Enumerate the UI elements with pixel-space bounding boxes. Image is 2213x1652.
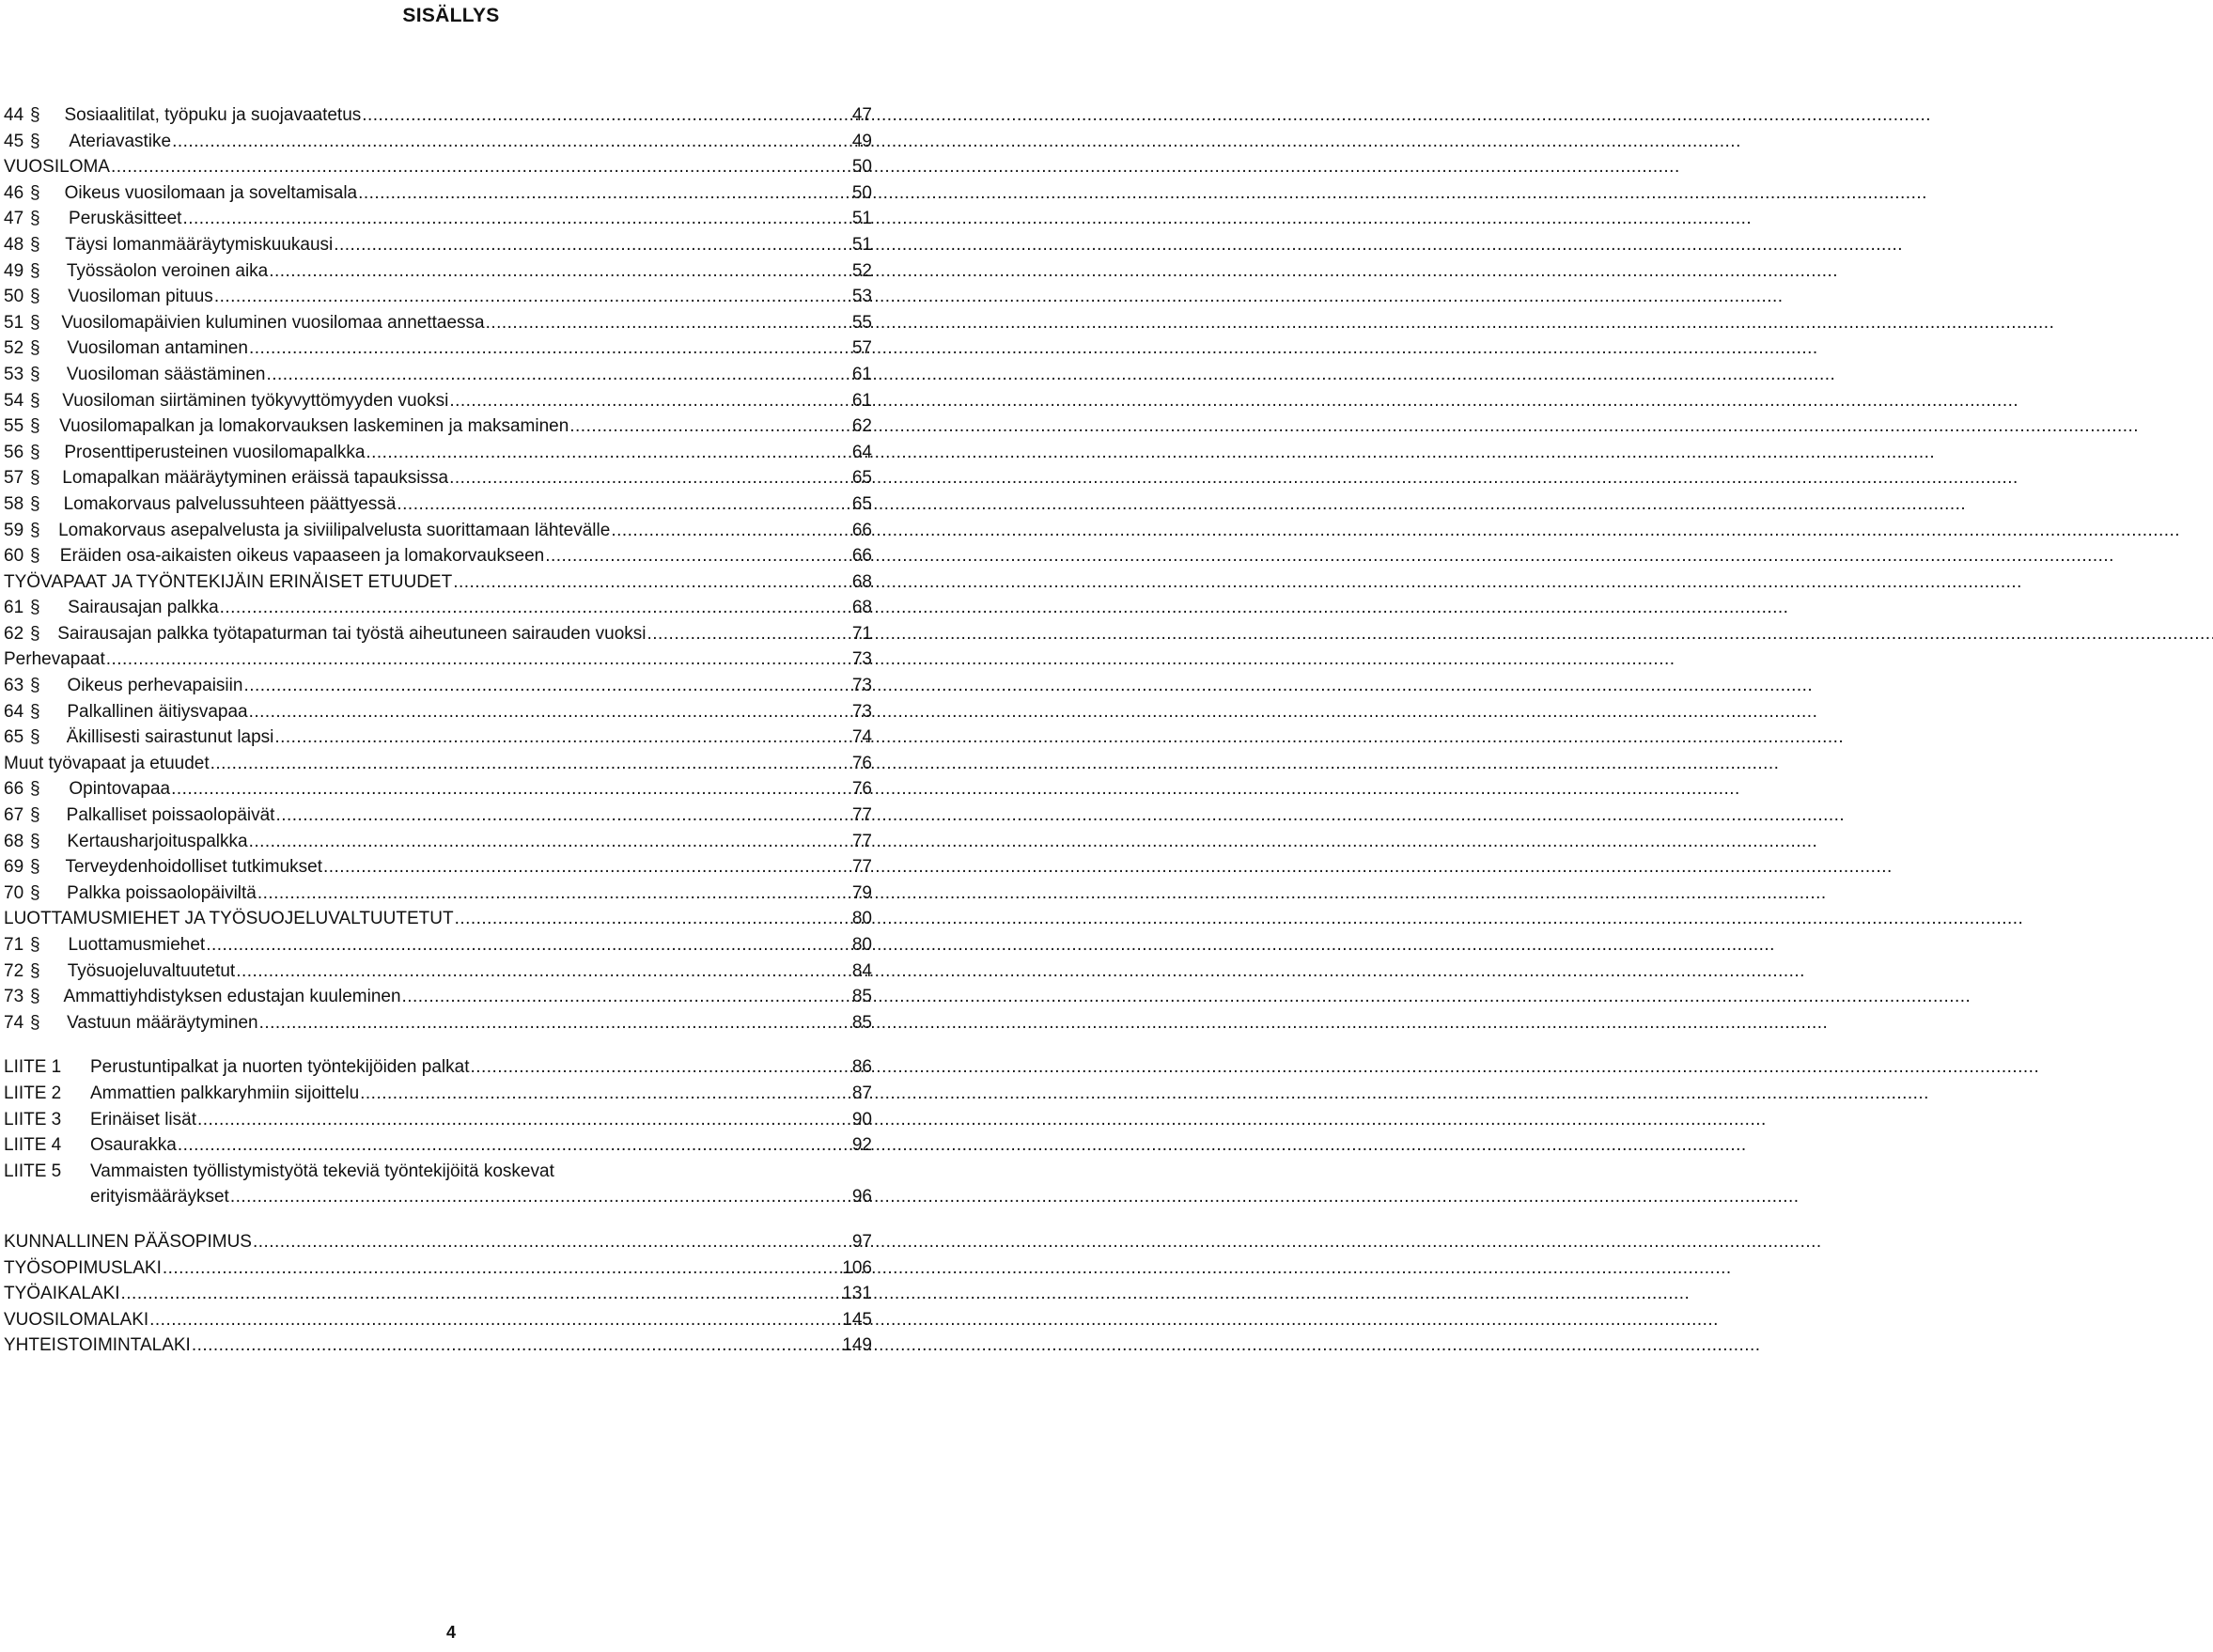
toc-page-number: 73	[851, 649, 872, 670]
dot-leader	[545, 543, 850, 569]
section-number: 53	[4, 364, 24, 384]
section-sign-icon: §	[30, 779, 40, 800]
toc-entry-row	[4, 803, 872, 829]
section-number: 66	[4, 779, 24, 800]
toc-entry-row	[4, 854, 872, 881]
toc-entry-row	[4, 102, 872, 129]
toc-section-number	[4, 518, 53, 544]
toc-page-number: 92	[851, 1135, 872, 1156]
toc-page-number: 77	[851, 805, 872, 826]
toc-appendix-row	[4, 1054, 872, 1081]
toc-entry-title: Työssäolon veroinen aika	[66, 260, 269, 281]
toc-entry-title: Palkka poissaolopäiviltä	[67, 882, 257, 903]
section-number: 72	[4, 960, 24, 981]
section-sign-icon: §	[30, 935, 40, 955]
toc-law-row	[4, 1255, 872, 1282]
toc-heading-row	[4, 569, 872, 596]
toc-entry-title-continuation: erityismääräykset	[90, 1187, 229, 1208]
toc-page-number: 62	[851, 416, 872, 437]
section-number: 73	[4, 987, 24, 1007]
section-number: 56	[4, 442, 24, 462]
section-number: 68	[4, 831, 24, 851]
toc-law-row	[4, 1307, 872, 1333]
dot-leader	[362, 102, 850, 129]
toc-entry-title: Palkalliset poissaolopäivät	[66, 805, 275, 826]
toc-page-number: 97	[851, 1231, 872, 1252]
section-number: 49	[4, 260, 24, 281]
section-sign-icon: §	[30, 209, 40, 229]
section-sign-icon: §	[30, 105, 40, 125]
toc-page-number: 106	[842, 1257, 872, 1278]
toc-law-title: VUOSILOMALAKI	[4, 1309, 149, 1330]
dot-leader	[253, 1229, 850, 1255]
dot-leader	[334, 232, 850, 258]
section-sign-icon: §	[30, 260, 40, 281]
toc-entry-row	[4, 362, 872, 388]
toc-heading-row	[4, 154, 872, 180]
section-number: 69	[4, 857, 24, 878]
dot-leader	[470, 1054, 850, 1081]
dot-leader	[249, 699, 850, 725]
toc-entry-title: Lomapalkan määräytyminen eräissä tapauksissa	[62, 468, 449, 489]
toc-entry-row	[4, 284, 872, 310]
toc-section-number	[4, 129, 53, 155]
section-sign-icon: §	[30, 287, 40, 307]
dot-leader	[267, 362, 850, 388]
toc-entry-title: Prosenttiperusteinen vuosilomapalkka	[64, 442, 366, 462]
appendix-label: LIITE 2	[4, 1083, 62, 1103]
toc-entry-title: Terveydenhoidolliset tutkimukset	[65, 857, 322, 878]
section-sign-icon: §	[30, 468, 40, 489]
dot-leader	[236, 958, 850, 985]
toc-page-number: 57	[851, 338, 872, 359]
section-number: 63	[4, 676, 24, 696]
toc-entry-title: Luottamusmiehet	[68, 935, 206, 955]
dot-leader	[274, 725, 850, 751]
toc-entry-row	[4, 388, 872, 414]
section-number: 67	[4, 805, 24, 826]
toc-section-number	[4, 958, 53, 985]
dot-leader	[402, 984, 850, 1010]
dot-leader	[455, 906, 850, 932]
toc-entry-row	[4, 206, 872, 232]
dot-leader	[121, 1281, 842, 1307]
dot-leader	[449, 388, 850, 414]
toc-law-title: KUNNALLINEN PÄÄSOPIMUS	[4, 1231, 252, 1252]
toc-law-row	[4, 1281, 872, 1307]
toc-heading-title: TYÖVAPAAT JA TYÖNTEKIJÄIN ERINÄISET ETUUDET	[4, 571, 453, 592]
toc-heading-title: Perhevapaat	[4, 649, 105, 670]
toc-entry-title: Ateriavastike	[69, 131, 172, 151]
toc-law-row	[4, 1333, 872, 1359]
toc-entry-row	[4, 232, 872, 258]
section-number: 65	[4, 727, 24, 748]
section-sign-icon: §	[30, 727, 40, 748]
toc-section-number	[4, 362, 53, 388]
appendix-label: LIITE 5	[4, 1161, 62, 1181]
section-sign-icon: §	[30, 338, 40, 359]
toc-section-number	[4, 725, 53, 751]
dot-leader	[149, 1307, 841, 1333]
toc-entry-row	[4, 881, 872, 907]
toc-page-number: 77	[851, 831, 872, 851]
dot-leader	[275, 803, 850, 829]
toc-entry-title: Työsuojeluvaltuutetut	[67, 960, 236, 981]
dot-leader	[360, 1081, 850, 1107]
toc-entry-row	[4, 595, 872, 621]
toc-law-title: TYÖSOPIMUSLAKI	[4, 1257, 162, 1278]
dot-leader	[171, 776, 850, 803]
section-gap	[4, 1210, 872, 1229]
toc-page-number: 77	[851, 857, 872, 878]
toc-page-number: 76	[851, 753, 872, 773]
toc-page-number: 51	[851, 234, 872, 255]
toc-page-number: 149	[842, 1335, 872, 1356]
toc-entry-title: Vastuun määräytyminen	[67, 1012, 258, 1033]
toc-page-number: 85	[851, 1012, 872, 1033]
toc-entry-row	[4, 932, 872, 958]
toc-page-number: 80	[851, 935, 872, 955]
toc-page-number: 131	[842, 1284, 872, 1304]
section-sign-icon: §	[30, 416, 40, 437]
toc-heading-row	[4, 751, 872, 777]
toc-page-number: 51	[851, 209, 872, 229]
toc-page-number: 76	[851, 779, 872, 800]
toc-entry-row	[4, 310, 872, 336]
toc-entry-title: Vammaisten työllistymistyötä tekeviä työntekijöitä koskevat	[90, 1161, 554, 1181]
toc-page-number: 71	[851, 623, 872, 644]
section-number: 61	[4, 598, 24, 618]
toc-page-number: 65	[851, 493, 872, 514]
toc-page-number: 55	[851, 312, 872, 333]
toc-appendix-row	[4, 1107, 872, 1133]
toc-section-number	[4, 465, 53, 491]
page-title: SISÄLLYS	[402, 5, 500, 26]
section-number: 62	[4, 623, 24, 644]
toc-entry-row	[4, 180, 872, 207]
section-sign-icon: §	[30, 493, 40, 514]
dot-leader	[230, 1184, 850, 1210]
toc-entry-row	[4, 413, 872, 440]
section-sign-icon: §	[30, 960, 40, 981]
toc-entry-title: Peruskäsitteet	[69, 209, 182, 229]
toc-entry-row	[4, 543, 872, 569]
toc-entry-row	[4, 518, 872, 544]
dot-leader	[197, 1107, 850, 1133]
toc-section-number	[4, 491, 53, 518]
toc-appendix-continuation-row	[4, 1184, 872, 1210]
toc-section-number	[4, 102, 53, 129]
toc-page-number: 66	[851, 546, 872, 567]
dot-leader	[486, 310, 850, 336]
section-number: 44	[4, 105, 24, 125]
toc-section-number	[4, 803, 53, 829]
dot-leader	[111, 154, 850, 180]
toc-appendix-row	[4, 1081, 872, 1107]
toc-page-number: 61	[851, 364, 872, 384]
section-sign-icon: §	[30, 831, 40, 851]
dot-leader	[243, 673, 850, 699]
toc-page-number: 50	[851, 182, 872, 203]
section-sign-icon: §	[30, 182, 40, 203]
toc-entry-title: Oikeus vuosilomaan ja soveltamisala	[64, 182, 358, 203]
toc-section-number	[4, 440, 53, 466]
toc-entry-title: Sairausajan palkka työtapaturman tai työstä aiheutuneen sairauden vuoksi	[57, 623, 647, 644]
toc-page-number: 61	[851, 390, 872, 411]
dot-leader	[358, 180, 850, 207]
toc-law-title: YHTEISTOIMINTALAKI	[4, 1335, 191, 1356]
toc-page-number: 68	[851, 571, 872, 592]
toc-entry-title: Palkallinen äitiysvapaa	[67, 701, 248, 722]
section-sign-icon: §	[30, 131, 40, 151]
toc-entry-title: Lomakorvaus asepalvelusta ja siviilipalvelusta suorittamaan lähtevälle	[58, 520, 611, 540]
dot-leader	[366, 440, 850, 466]
toc-entry-row	[4, 699, 872, 725]
section-sign-icon: §	[30, 312, 40, 333]
toc-entry-title: Sosiaalitilat, työpuku ja suojavaatetus	[64, 105, 362, 125]
section-number: 52	[4, 338, 24, 359]
toc-page-number: 47	[851, 105, 872, 125]
toc-entry-row	[4, 725, 872, 751]
toc-heading-title: LUOTTAMUSMIEHET JA TYÖSUOJELUVALTUUTETUT	[4, 909, 454, 929]
toc-entry-title: Vuosiloman siirtäminen työkyvyttömyyden vuoksi	[62, 390, 449, 411]
toc-entry-row	[4, 491, 872, 518]
toc-section-number	[4, 595, 53, 621]
toc-section-number	[4, 258, 53, 285]
section-sign-icon: §	[30, 987, 40, 1007]
dot-leader	[259, 1010, 850, 1036]
section-sign-icon: §	[30, 442, 40, 462]
toc-appendix-row	[4, 1159, 872, 1185]
section-sign-icon: §	[30, 882, 40, 903]
toc-page-number: 85	[851, 987, 872, 1007]
dot-leader	[453, 569, 850, 596]
dot-leader	[269, 258, 850, 285]
toc-entry-title: Osaurakka	[90, 1135, 177, 1156]
dot-leader	[257, 881, 850, 907]
toc-section-number	[4, 621, 53, 647]
section-number: 74	[4, 1012, 24, 1033]
section-number: 64	[4, 701, 24, 722]
toc-entry-row	[4, 673, 872, 699]
section-number: 45	[4, 131, 24, 151]
section-number: 59	[4, 520, 24, 540]
dot-leader	[192, 1333, 841, 1359]
section-sign-icon: §	[30, 390, 40, 411]
toc-entry-title: Ammattiyhdistyksen edustajan kuuleminen	[63, 987, 401, 1007]
dot-leader	[172, 129, 850, 155]
section-sign-icon: §	[30, 857, 40, 878]
toc-entry-title: Perustuntipalkat ja nuorten työntekijöiden palkat	[90, 1057, 470, 1078]
dot-leader	[182, 206, 850, 232]
section-sign-icon: §	[30, 1012, 40, 1033]
toc-entry-title: Täysi lomanmääräytymiskuukausi	[65, 234, 334, 255]
toc-section-number	[4, 932, 53, 958]
toc-entry-title: Eräiden osa-aikaisten oikeus vapaaseen ja lomakorvaukseen	[59, 546, 545, 567]
toc-entry-row	[4, 1010, 872, 1036]
section-number: 47	[4, 209, 24, 229]
section-number: 71	[4, 935, 24, 955]
toc-entry-title: Ammattien palkkaryhmiin sijoittelu	[90, 1083, 360, 1103]
dot-leader	[449, 465, 850, 491]
dot-leader	[249, 335, 850, 362]
section-sign-icon: §	[30, 520, 40, 540]
dot-leader	[106, 647, 850, 673]
toc-entry-title: Äkillisesti sairastunut lapsi	[66, 727, 274, 748]
toc-entry-row	[4, 129, 872, 155]
toc-heading-row	[4, 906, 872, 932]
toc-page-number: 86	[851, 1057, 872, 1078]
section-number: 46	[4, 182, 24, 203]
dot-leader	[163, 1255, 841, 1282]
toc-entry-title: Vuosiloman säästäminen	[66, 364, 266, 384]
toc-section-number	[4, 673, 53, 699]
section-sign-icon: §	[30, 676, 40, 696]
toc-entry-title: Erinäiset lisät	[90, 1109, 196, 1130]
toc-page-number: 53	[851, 287, 872, 307]
toc-entry-row	[4, 984, 872, 1010]
section-gap	[4, 1036, 872, 1054]
section-sign-icon: §	[30, 546, 40, 567]
toc-law-row	[4, 1229, 872, 1255]
toc-entry-row	[4, 465, 872, 491]
toc-entry-title: Vuosilomapäivien kuluminen vuosilomaa annettaessa	[61, 312, 485, 333]
toc-entry-row	[4, 958, 872, 985]
toc-section-number	[4, 310, 53, 336]
toc-section-number	[4, 180, 53, 207]
toc-page-number: 73	[851, 701, 872, 722]
toc-entry-row	[4, 776, 872, 803]
section-number: 50	[4, 287, 24, 307]
toc-page-number: 68	[851, 598, 872, 618]
toc-entry-title: Vuosilomapalkan ja lomakorvauksen laskeminen ja maksaminen	[59, 416, 569, 437]
section-number: 57	[4, 468, 24, 489]
toc-page-number: 79	[851, 882, 872, 903]
appendix-label: LIITE 3	[4, 1109, 62, 1130]
dot-leader	[397, 491, 850, 518]
table-of-contents	[4, 102, 872, 1359]
toc-page-number: 145	[842, 1309, 872, 1330]
section-number: 58	[4, 493, 24, 514]
dot-leader	[214, 284, 850, 310]
section-sign-icon: §	[30, 598, 40, 618]
dot-leader	[206, 932, 850, 958]
toc-heading-title: VUOSILOMA	[4, 157, 110, 178]
toc-page-number: 66	[851, 520, 872, 540]
toc-entry-title: Sairausajan palkka	[68, 598, 219, 618]
toc-section-number	[4, 413, 53, 440]
toc-section-number	[4, 543, 53, 569]
section-number: 55	[4, 416, 24, 437]
appendix-label: LIITE 1	[4, 1057, 62, 1078]
toc-section-number	[4, 335, 53, 362]
toc-entry-title: Vuosiloman antaminen	[67, 338, 248, 359]
toc-section-number	[4, 699, 53, 725]
toc-heading-title: Muut työvapaat ja etuudet	[4, 753, 210, 773]
toc-page-number: 64	[851, 442, 872, 462]
section-sign-icon: §	[30, 364, 40, 384]
dot-leader	[178, 1132, 850, 1159]
toc-entry-title: Oikeus perhevapaisiin	[67, 676, 243, 696]
section-sign-icon: §	[30, 805, 40, 826]
section-number: 60	[4, 546, 24, 567]
section-number: 48	[4, 234, 24, 255]
toc-entry-title: Kertausharjoituspalkka	[67, 831, 248, 851]
toc-page-number: 65	[851, 468, 872, 489]
toc-entry-title: Lomakorvaus palvelussuhteen päättyessä	[63, 493, 397, 514]
dot-leader	[249, 829, 850, 855]
toc-section-number	[4, 284, 53, 310]
dot-leader	[323, 854, 850, 881]
toc-page-number: 90	[851, 1109, 872, 1130]
toc-section-number	[4, 1010, 53, 1036]
section-sign-icon: §	[30, 623, 40, 644]
toc-page-number: 84	[851, 960, 872, 981]
toc-page-number: 87	[851, 1083, 872, 1103]
toc-section-number	[4, 388, 53, 414]
toc-section-number	[4, 776, 53, 803]
toc-page-number: 74	[851, 727, 872, 748]
toc-entry-row	[4, 258, 872, 285]
toc-entry-title: Vuosiloman pituus	[68, 287, 213, 307]
section-sign-icon: §	[30, 701, 40, 722]
toc-entry-row	[4, 829, 872, 855]
toc-section-number	[4, 232, 53, 258]
toc-entry-title: Opintovapaa	[69, 779, 171, 800]
toc-section-number	[4, 829, 53, 855]
dot-leader	[210, 751, 850, 777]
toc-section-number	[4, 881, 53, 907]
dot-leader	[569, 413, 850, 440]
toc-page-number: 96	[851, 1187, 872, 1208]
toc-entry-row	[4, 440, 872, 466]
dot-leader	[220, 595, 850, 621]
appendix-label: LIITE 4	[4, 1135, 62, 1156]
page-number: 4	[445, 1623, 456, 1642]
toc-entry-row	[4, 621, 872, 647]
toc-page-number: 80	[851, 909, 872, 929]
toc-section-number	[4, 854, 53, 881]
toc-section-number	[4, 984, 53, 1010]
toc-appendix-row	[4, 1132, 872, 1159]
toc-page-number: 73	[851, 676, 872, 696]
toc-section-number	[4, 206, 53, 232]
toc-page-number: 50	[851, 157, 872, 178]
dot-leader	[647, 621, 850, 647]
section-number: 51	[4, 312, 24, 333]
toc-page-number: 49	[851, 131, 872, 151]
section-number: 54	[4, 390, 24, 411]
section-sign-icon: §	[30, 234, 40, 255]
dot-leader	[611, 518, 850, 544]
toc-heading-row	[4, 647, 872, 673]
toc-law-title: TYÖAIKALAKI	[4, 1284, 120, 1304]
toc-entry-row	[4, 335, 872, 362]
section-number: 70	[4, 882, 24, 903]
toc-page-number: 52	[851, 260, 872, 281]
